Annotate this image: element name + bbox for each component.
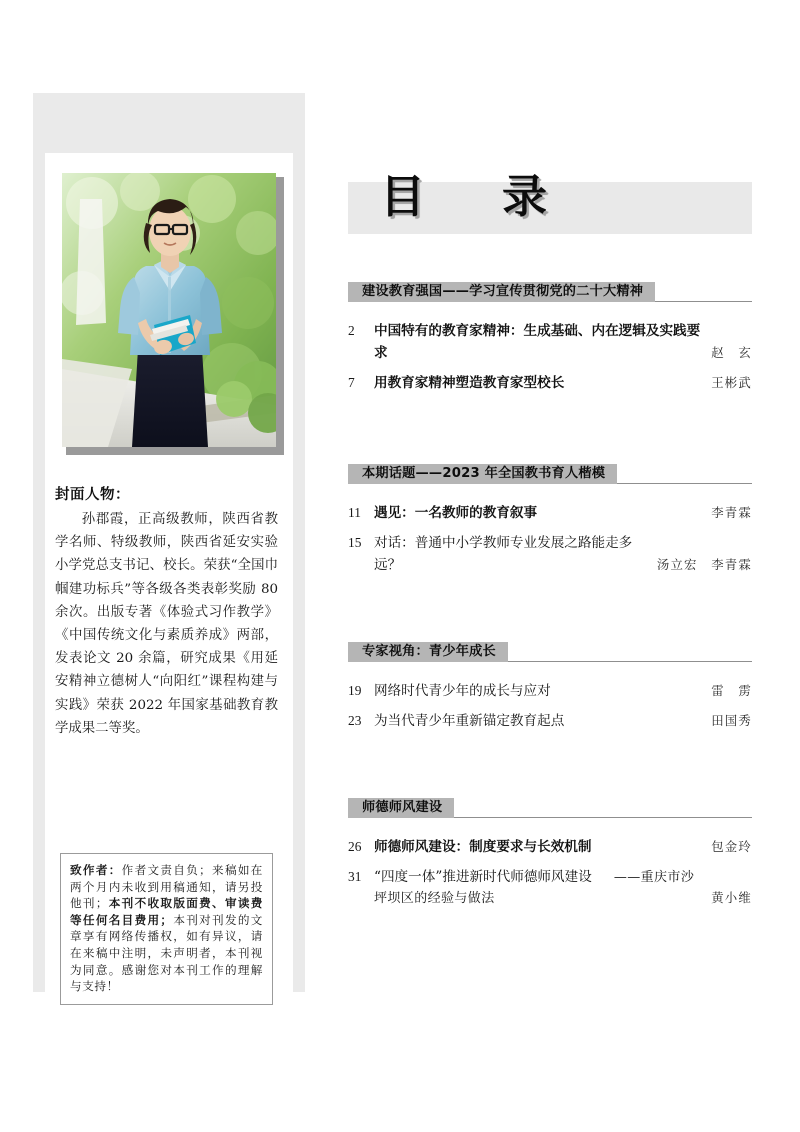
toc-entry-title: 用教育家精神塑造教育家型校长 xyxy=(374,375,565,391)
section-gap xyxy=(348,584,752,642)
toc-entry-authors: 王彬武 xyxy=(711,375,752,390)
section-header-label: 师德师风建设 xyxy=(348,798,454,818)
toc-entry-authors: 汤立宏 李青霖 xyxy=(656,557,752,572)
section-header xyxy=(348,282,752,302)
section-entries xyxy=(348,302,752,394)
toc-entry-title: 为当代青少年重新锚定教育起点 xyxy=(374,713,565,729)
toc-entry-authors: 雷 雳 xyxy=(711,683,752,698)
toc-page-number: 7 xyxy=(348,375,355,390)
toc-section xyxy=(348,464,752,576)
toc-entry-authors: 赵 玄 xyxy=(711,345,752,360)
toc-entry-text xyxy=(374,680,701,702)
page-title: 目 录 xyxy=(380,170,564,223)
section-header xyxy=(348,464,752,484)
toc-entry-subtitle: ——重庆市沙坪坝区的经验与做法 xyxy=(374,870,695,906)
section-header-label: 专家视角：青少年成长 xyxy=(348,642,508,662)
author-notice-part1: 作者文责自负；来稿如在两个月内未收到用稿通知，请另投他刊； xyxy=(70,863,263,911)
toc-page-number: 31 xyxy=(348,869,362,884)
toc-entry-title: “四度一体”推进新时代师德师风建设 xyxy=(374,869,592,885)
section-gap xyxy=(348,740,752,798)
toc-entry-authors: 黄小维 xyxy=(711,890,752,905)
toc-entry-title: 对话：普通中小学教师专业发展之路能走多远？ xyxy=(374,535,633,573)
cover-photo xyxy=(62,173,276,447)
toc-page-number: 23 xyxy=(348,713,362,728)
toc-entry-text xyxy=(374,836,701,858)
toc-entry[interactable] xyxy=(348,532,752,576)
author-notice-bold: 本刊不收取版面费、审读费等任何名目费用； xyxy=(70,896,263,927)
toc-entry-authors: 李青霖 xyxy=(711,505,752,520)
toc-section xyxy=(348,798,752,909)
author-notice-part2: 本刊对刊发的文章享有网络传播权，如有异议，请在来稿中注明，未声明者，本刊视为同意。感谢您对本刊工作的理解与支持！ xyxy=(70,912,263,994)
cover-photo-illustration xyxy=(62,173,276,447)
toc-entry-authors: 田国秀 xyxy=(711,713,752,728)
toc-page-number: 15 xyxy=(348,535,362,550)
toc-entry-text xyxy=(374,866,701,909)
toc-entry[interactable] xyxy=(348,836,752,858)
toc-column xyxy=(348,0,752,1132)
section-entries xyxy=(348,818,752,909)
toc-page-number: 19 xyxy=(348,683,362,698)
cover-person-bio: 孙郡霞，正高级教师，陕西省教学名师、特级教师，陕西省延安实验小学党总支书记、校长。荣获“全国巾帼建功标兵”等各级各类表彰奖励 80 余次。出版专著《体验式习作教学》《中国传统文化与素质养成》两部，发表论文 20 余篇，研究成果《用延安精神立德树人“向阳红”课程构建与实践》荣获 2022 年国家基础教育教学成果二等奖。 xyxy=(55,512,278,736)
toc-sections xyxy=(348,282,752,917)
section-entries xyxy=(348,662,752,732)
section-entries xyxy=(348,484,752,576)
toc-entry-title: 中国特有的教育家精神：生成基础、内在逻辑及实践要求 xyxy=(374,323,701,361)
toc-entry[interactable] xyxy=(348,372,752,394)
author-notice-text xyxy=(70,862,263,995)
author-notice-box xyxy=(60,853,273,1005)
section-header xyxy=(348,642,752,662)
toc-entry[interactable] xyxy=(348,680,752,702)
toc-page-number: 11 xyxy=(348,505,361,520)
toc-entry-title: 师德师风建设：制度要求与长效机制 xyxy=(374,839,592,855)
cover-person-heading: 封面人物： xyxy=(55,486,130,503)
section-gap xyxy=(348,402,752,464)
toc-section xyxy=(348,642,752,732)
toc-entry-title: 遇见：一名教师的教育叙事 xyxy=(374,505,538,521)
toc-entry[interactable] xyxy=(348,320,752,364)
toc-entry-authors: 包金玲 xyxy=(711,839,752,854)
toc-entry-text xyxy=(374,532,647,576)
toc-page-number: 26 xyxy=(348,839,362,854)
toc-section xyxy=(348,282,752,394)
toc-entry[interactable] xyxy=(348,502,752,524)
toc-entry-text xyxy=(374,320,701,364)
toc-entry-text xyxy=(374,372,701,394)
toc-entry-text xyxy=(374,502,701,524)
toc-page-number: 2 xyxy=(348,323,355,338)
section-header-label: 本期话题——2023 年全国教书育人楷模 xyxy=(348,464,617,484)
toc-entry-text xyxy=(374,710,701,732)
toc-entry[interactable] xyxy=(348,710,752,732)
toc-entry[interactable] xyxy=(348,866,752,909)
toc-entry-title: 网络时代青少年的成长与应对 xyxy=(374,683,551,699)
section-header xyxy=(348,798,752,818)
author-notice-label: 致作者： xyxy=(70,863,122,877)
section-header-label: 建设教育强国——学习宣传贯彻党的二十大精神 xyxy=(348,282,655,302)
cover-photo-frame xyxy=(62,173,284,455)
